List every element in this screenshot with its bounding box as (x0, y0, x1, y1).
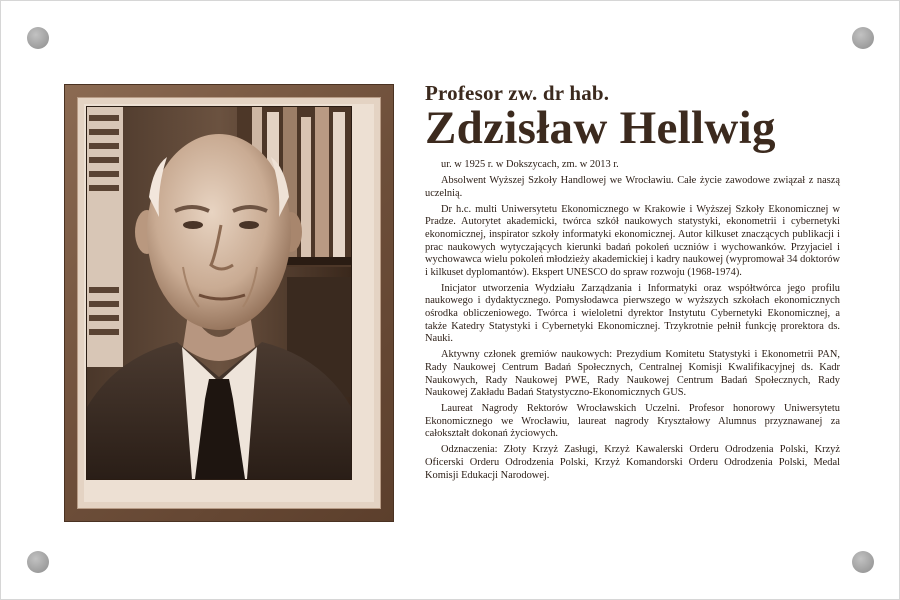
person-name: Zdzisław Hellwig (425, 102, 776, 154)
bio-paragraph-awards: Laureat Nagrody Rektorów Wrocławskich Uczelni. Profesor honorowy Uniwersytetu Ekonomicznego we Wrocławiu, laureat nagrody Kryształowy Alumnus przyznawanej za całokształt dokonań życiowych. (425, 403, 840, 440)
bio-paragraph-education: Absolwent Wyższej Szkoły Handlowej we Wrocławiu. Całe życie zawodowe związał z naszą uczelnią. (425, 175, 840, 199)
screw-top-right-icon (852, 27, 874, 49)
biography (425, 159, 840, 486)
bio-paragraph-honors: Dr h.c. multi Uniwersytetu Ekonomicznego w Krakowie i Wyższej Szkoły Ekonomicznej w Pradze. Autorytet akademicki, twórca szkół naukowych statystyki, ekonometrii i cybernetyki ekonomicznej, inspirator szkoły informatyki ekonomicznej. Autor kilkuset znaczących publikacji i prac naukowych wytyczających kierunki badań pokoleń uczniów i wychowanków. Przyjaciel i wychowawca wielu pokoleń młodzieży akademickiej i kadry naukowej (wypromował 34 doktorów i kilkuset dyplomantów). Ekspert UNESCO do spraw rozwoju (1968-1974). (425, 203, 840, 278)
portrait-illustration (87, 107, 351, 479)
screw-bottom-right-icon (852, 551, 874, 573)
bio-paragraph-initiatives: Inicjator utworzenia Wydziału Zarządzania i Informatyki oraz współtwórca jego profilu naukowego i dydaktycznego. Pomysłodawca pierwszego w wyższych szkołach ekonomicznych ośrodka obliczeniowego. Twórca i wieloletni dyrektor Instytutu Cybernetyki Ekonomicznej, a także Katedry Statystyki i Cybernetyki Ekonomicznej. Trzykrotnie pełnił funkcję prorektora ds. Nauki. (425, 282, 840, 345)
screw-top-left-icon (27, 27, 49, 49)
bio-paragraph-dates: ur. w 1925 r. w Dokszycach, zm. w 2013 r. (441, 159, 619, 170)
portrait-frame (64, 84, 394, 522)
bio-paragraph-memberships: Aktywny członek gremiów naukowych: Prezydium Komitetu Statystyki i Ekonometrii PAN, Rady Naukowej Centrum Badań Społecznych, Centralnej Komisji Kwalifikacyjnej ds. Kadr Naukowych, Rady Naukowej PWE, Rady Naukowej Centrum Badań Społecznych, Rady Naukowej Zakładu Badań Statystyczno-Ekonomicznych GUS. (425, 349, 840, 399)
portrait-photo (86, 106, 352, 480)
screw-bottom-left-icon (27, 551, 49, 573)
academic-title: Profesor zw. dr hab. (425, 81, 610, 105)
bio-paragraph-decorations: Odznaczenia: Złoty Krzyż Zasługi, Krzyż Kawalerski Orderu Odrodzenia Polski, Krzyż Oficerski Orderu Odrodzenia Polski, Krzyż Komandorski Orderu Odrodzenia Polski, Medal Komisji Edukacji Narodowej. (425, 444, 840, 481)
